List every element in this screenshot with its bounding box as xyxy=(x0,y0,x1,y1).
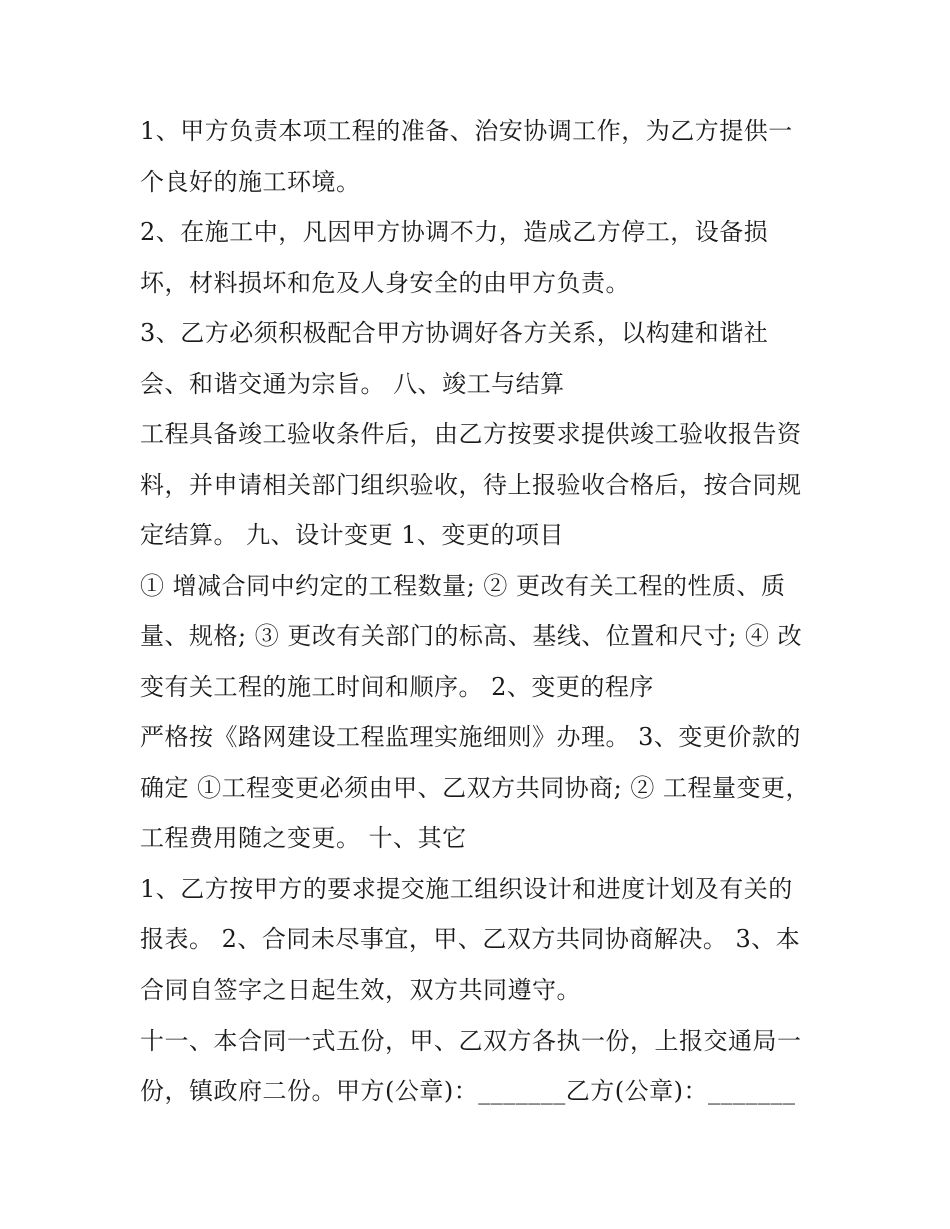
text-line: 坏，材料损坏和危及人身安全的由甲方负责。 xyxy=(140,269,630,297)
text-line: 1、乙方按甲方的要求提交施工组织设计和进度计划及有关的 xyxy=(140,875,793,903)
text-line: 合同自签字之日起生效，双方共同遵守。 xyxy=(140,976,581,1004)
text-line: 量、规格; ③ 更改有关部门的标高、基线、位置和尺寸; ④ 改 xyxy=(140,622,803,650)
text-line: 工程具备竣工验收条件后，由乙方按要求提供竣工验收报告资 xyxy=(140,420,802,448)
text-line: 定结算。 九、设计变更 1、变更的项目 xyxy=(140,521,565,549)
text-line: 3、乙方必须积极配合甲方协调好各方关系，以构建和谐社 xyxy=(140,319,769,347)
text-line: 会、和谐交通为宗旨。 八、竣工与结算 xyxy=(140,370,565,398)
text-line: 十一、本合同一式五份，甲、乙双方各执一份，上报交通局一 xyxy=(140,1027,802,1055)
text-line: 2、在施工中，凡因甲方协调不力，造成乙方停工，设备损 xyxy=(140,218,769,246)
text-line: 1、甲方负责本项工程的准备、治安协调工作，为乙方提供一 xyxy=(140,117,793,145)
text-line: 确定 ①工程变更必须由甲、乙双方共同协商; ② 工程量变更， xyxy=(140,774,810,802)
text-line: 变有关工程的施工时间和顺序。 2、变更的程序 xyxy=(140,673,654,701)
text-line: 严格按《路网建设工程监理实施细则》办理。 3、变更价款的 xyxy=(140,723,801,751)
text-line: ① 增减合同中约定的工程数量; ② 更改有关工程的性质、质 xyxy=(140,572,786,600)
text-line: 报表。 2、合同未尽事宜，甲、乙双方共同协商解决。 3、本 xyxy=(140,925,801,953)
text-line: 个良好的施工环境。 xyxy=(140,168,361,196)
text-line: 份，镇政府二份。甲方(公章)：_______乙方(公章)：_______ xyxy=(140,1077,796,1105)
text-line: 料，并申请相关部门组织验收，待上报验收合格后，按合同规 xyxy=(140,471,802,499)
text-line: 工程费用随之变更。 十、其它 xyxy=(140,824,467,852)
